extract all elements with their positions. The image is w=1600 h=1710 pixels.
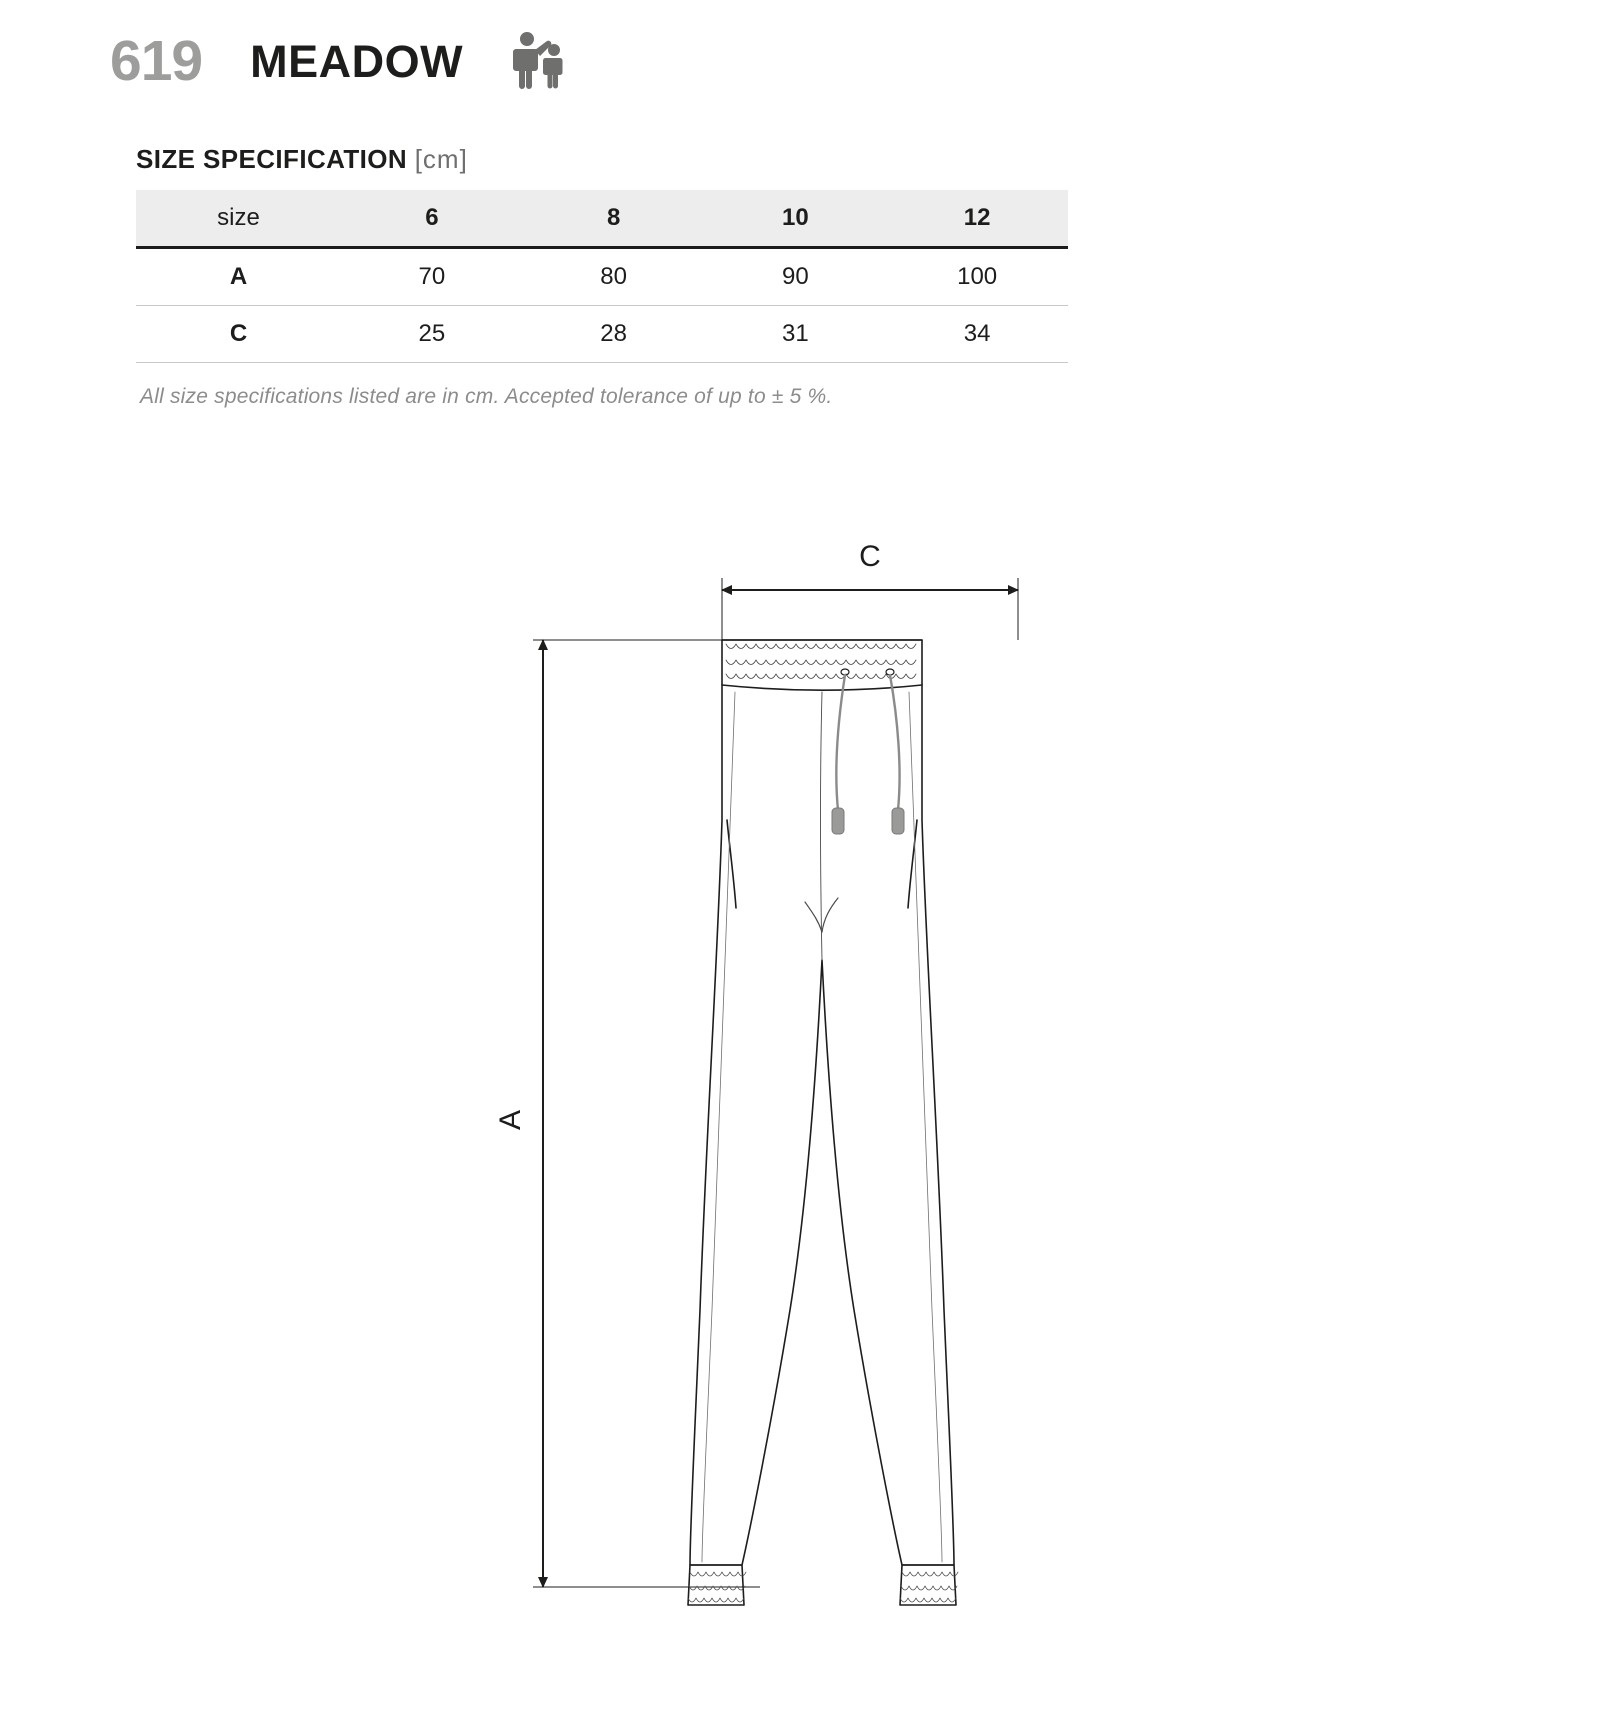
product-code: 619 bbox=[110, 28, 203, 93]
column-header-8: 8 bbox=[606, 204, 621, 231]
cell-a-10: 90 bbox=[782, 263, 809, 290]
sweatpants-flat-illustration bbox=[688, 640, 958, 1605]
page-title: MEADOW bbox=[250, 35, 464, 87]
cell-c-8: 28 bbox=[600, 320, 627, 347]
row-label-c: C bbox=[229, 320, 248, 347]
size-specification-table bbox=[136, 190, 1068, 363]
dimension-lines bbox=[494, 540, 1018, 1587]
table-row bbox=[136, 306, 1068, 363]
product-header bbox=[110, 30, 567, 92]
cell-a-6: 70 bbox=[418, 263, 446, 290]
kids-adult-figures-icon bbox=[505, 30, 567, 92]
column-header-size: size bbox=[217, 204, 260, 231]
spec-title-unit: [cm] bbox=[414, 144, 468, 174]
row-label-a: A bbox=[229, 263, 248, 290]
tolerance-note: All size specifications listed are in cm. Accepted tolerance of up to ± 5 %. bbox=[140, 385, 833, 408]
column-header-12: 12 bbox=[963, 204, 991, 231]
cell-c-6: 25 bbox=[418, 320, 446, 347]
cell-c-12: 34 bbox=[963, 320, 991, 347]
dimension-label-a: A bbox=[494, 1109, 527, 1131]
cell-c-10: 31 bbox=[782, 320, 809, 347]
table-row bbox=[136, 248, 1068, 306]
cell-a-12: 100 bbox=[957, 263, 998, 290]
garment-technical-drawing bbox=[0, 520, 1600, 1640]
spec-title-text: SIZE SPECIFICATION bbox=[136, 144, 408, 174]
column-header-6: 6 bbox=[425, 204, 439, 231]
column-header-10: 10 bbox=[782, 204, 809, 231]
table-header-row bbox=[136, 190, 1068, 248]
dimension-label-c: C bbox=[859, 540, 881, 573]
size-specification-title bbox=[136, 144, 468, 175]
cell-a-8: 80 bbox=[600, 263, 627, 290]
